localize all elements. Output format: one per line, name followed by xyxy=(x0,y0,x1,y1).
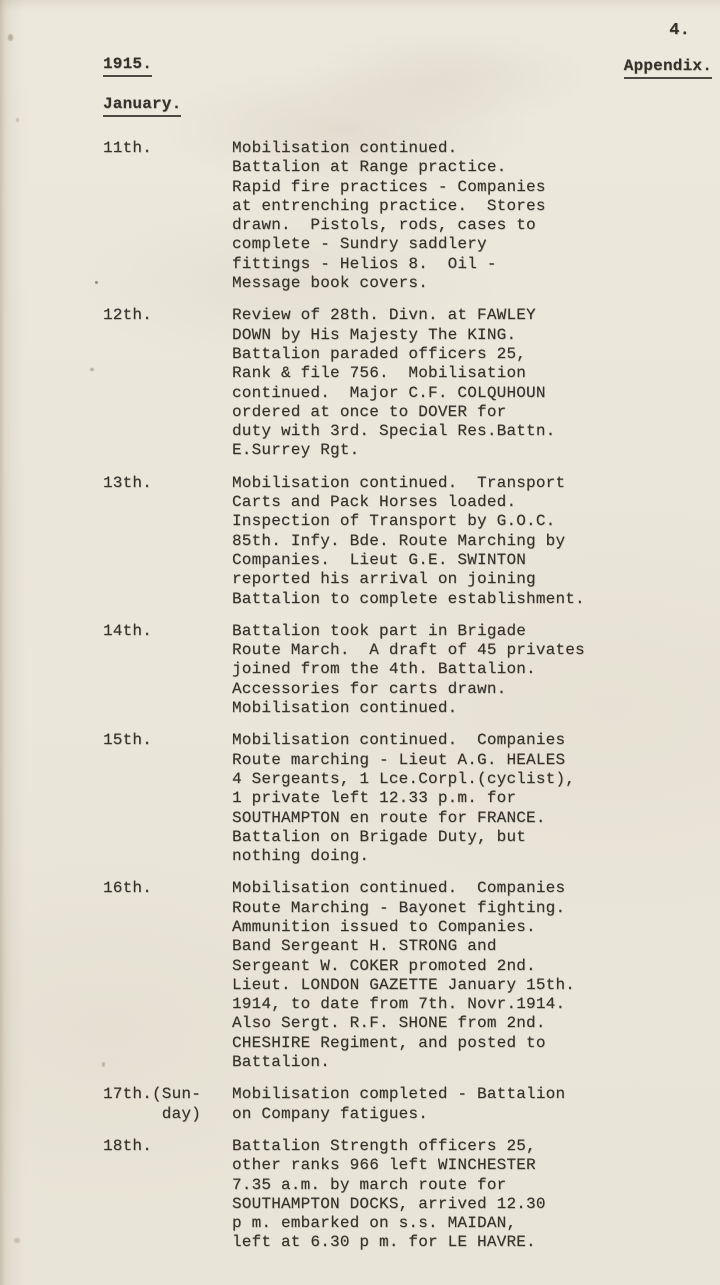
diary-entry xyxy=(103,731,693,866)
entry-text-line: p m. embarked on s.s. MAIDAN, xyxy=(232,1214,517,1233)
entry-date-line: 16th. xyxy=(103,879,153,898)
entry-date xyxy=(103,1085,232,1124)
entry-text-line: Accessories for carts drawn. xyxy=(232,679,507,698)
entry-text-line: Band Sergeant H. STRONG and xyxy=(232,937,497,956)
entry-text-line: other ranks 966 left WINCHESTER xyxy=(232,1156,536,1175)
entry-text xyxy=(232,306,693,460)
entry-text-line: 1914, to date from 7th. Novr.1914. xyxy=(232,995,566,1014)
entry-text-line: Review of 28th. Divn. at FAWLEY xyxy=(232,306,536,325)
entry-date-line: 13th. xyxy=(103,473,153,492)
diary-entry xyxy=(103,306,693,460)
diary-entry xyxy=(103,474,693,609)
paper-speck xyxy=(95,281,98,284)
diary-entry xyxy=(103,879,693,1072)
entry-date-line: 12th. xyxy=(103,306,153,325)
page-number: 4. xyxy=(669,21,690,40)
entry-text-line: Route marching - Lieut A.G. HEALES xyxy=(232,750,566,769)
entry-text-line: Battalion paraded officers 25, xyxy=(232,344,527,363)
entry-date xyxy=(103,731,232,750)
entry-text-line: CHESHIRE Regiment, and posted to xyxy=(232,1033,546,1052)
entry-text-line: drawn. Pistols, rods, cases to xyxy=(232,216,536,235)
entry-text-line: Battalion. xyxy=(232,1053,331,1072)
appendix-heading: Appendix. xyxy=(624,57,712,79)
entry-text xyxy=(232,1085,693,1124)
entry-text xyxy=(232,622,693,718)
entry-text-line: Mobilisation continued. Companies xyxy=(232,731,566,750)
entry-text-line: Companies. Lieut G.E. SWINTON xyxy=(232,550,527,569)
diary-entry xyxy=(103,622,693,718)
entry-text-line: Rapid fire practices - Companies xyxy=(232,177,546,196)
entry-date-line: 14th. xyxy=(103,621,153,640)
month-heading: January. xyxy=(103,95,181,117)
diary-entries xyxy=(103,139,693,1266)
paper-speck xyxy=(8,34,13,41)
entry-date xyxy=(103,474,232,493)
entry-date xyxy=(103,1137,232,1156)
entry-text-line: Battalion to complete establishment. xyxy=(232,589,585,608)
entry-text-line: Inspection of Transport by G.O.C. xyxy=(232,512,556,531)
entry-date xyxy=(103,139,232,158)
entry-text-line: 1 private left 12.33 p.m. for xyxy=(232,789,517,808)
entry-date-line: 18th. xyxy=(103,1136,153,1155)
entry-text-line: Also Sergt. R.F. SHONE from 2nd. xyxy=(232,1014,546,1033)
entry-text-line: at entrenching practice. Stores xyxy=(232,196,546,215)
entry-text-line: joined from the 4th. Battalion. xyxy=(232,660,536,679)
paper-top-shading xyxy=(0,0,720,10)
entry-text-line: ordered at once to DOVER for xyxy=(232,402,507,421)
entry-text-line: Carts and Pack Horses loaded. xyxy=(232,493,517,512)
entry-text xyxy=(232,1137,693,1253)
entry-text xyxy=(232,474,693,609)
entry-date-line: 15th. xyxy=(103,731,153,750)
entry-text-line: Mobilisation completed - Battalion xyxy=(232,1085,566,1104)
entry-text-line: 7.35 a.m. by march route for xyxy=(232,1175,507,1194)
entry-text-line: SOUTHAMPTON en route for FRANCE. xyxy=(232,808,546,827)
entry-text-line: continued. Major C.F. COLQUHOUN xyxy=(232,383,546,402)
entry-text-line: Mobilisation continued. xyxy=(232,699,458,718)
diary-entry xyxy=(103,139,693,293)
entry-text-line: DOWN by His Majesty The KING. xyxy=(232,325,517,344)
entry-text-line: nothing doing. xyxy=(232,847,370,866)
entry-text-line: Battalion Strength officers 25, xyxy=(232,1136,536,1155)
entry-date-line: 17th.(Sun- xyxy=(103,1085,202,1104)
entry-text-line: left at 6.30 p m. for LE HAVRE. xyxy=(232,1233,536,1252)
diary-entry xyxy=(103,1085,693,1124)
entry-text-line: Route March. A draft of 45 privates xyxy=(232,641,585,660)
entry-text-line: Mobilisation continued. Companies xyxy=(232,879,566,898)
entry-text xyxy=(232,731,693,866)
entry-text-line: reported his arrival on joining xyxy=(232,570,536,589)
year-heading: 1915. xyxy=(103,55,152,77)
entry-text-line: Mobilisation continued. xyxy=(232,139,458,157)
paper-speck xyxy=(90,368,94,371)
entry-text-line: Battalion took part in Brigade xyxy=(232,621,527,640)
entry-text-line: Lieut. LONDON GAZETTE January 15th. xyxy=(232,975,576,994)
entry-text-line: Ammunition issued to Companies. xyxy=(232,917,536,936)
entry-text-line: E.Surrey Rgt. xyxy=(232,441,360,460)
entry-date-line: 11th. xyxy=(103,139,153,157)
entry-text-line: on Company fatigues. xyxy=(232,1104,429,1123)
entry-text-line: duty with 3rd. Special Res.Battn. xyxy=(232,422,556,441)
entry-date xyxy=(103,879,232,898)
diary-entry xyxy=(103,1137,693,1253)
entry-date xyxy=(103,622,232,641)
paper-edge-shadow xyxy=(0,0,26,1285)
entry-text-line: SOUTHAMPTON DOCKS, arrived 12.30 xyxy=(232,1194,546,1213)
entry-date-line: day) xyxy=(103,1104,202,1123)
entry-text xyxy=(232,139,693,293)
paper-speck xyxy=(16,118,19,122)
entry-text-line: 4 Sergeants, 1 Lce.Corpl.(cyclist), xyxy=(232,769,576,788)
paper-speck xyxy=(14,1238,20,1243)
entry-text-line: Mobilisation continued. Transport xyxy=(232,473,566,492)
entry-text-line: Rank & file 756. Mobilisation xyxy=(232,364,527,383)
entry-text-line: 85th. Infy. Bde. Route Marching by xyxy=(232,531,566,550)
entry-text-line: Battalion at Range practice. xyxy=(232,158,507,177)
entry-text-line: Message book covers. xyxy=(232,274,429,293)
entry-date xyxy=(103,306,232,325)
entry-text-line: complete - Sundry saddlery xyxy=(232,235,487,254)
entry-text-line: Battalion on Brigade Duty, but xyxy=(232,827,527,846)
entry-text-line: Sergeant W. COKER promoted 2nd. xyxy=(232,956,536,975)
entry-text xyxy=(232,879,693,1072)
entry-text-line: Route Marching - Bayonet fighting. xyxy=(232,898,566,917)
entry-text-line: fittings - Helios 8. Oil - xyxy=(232,254,497,273)
